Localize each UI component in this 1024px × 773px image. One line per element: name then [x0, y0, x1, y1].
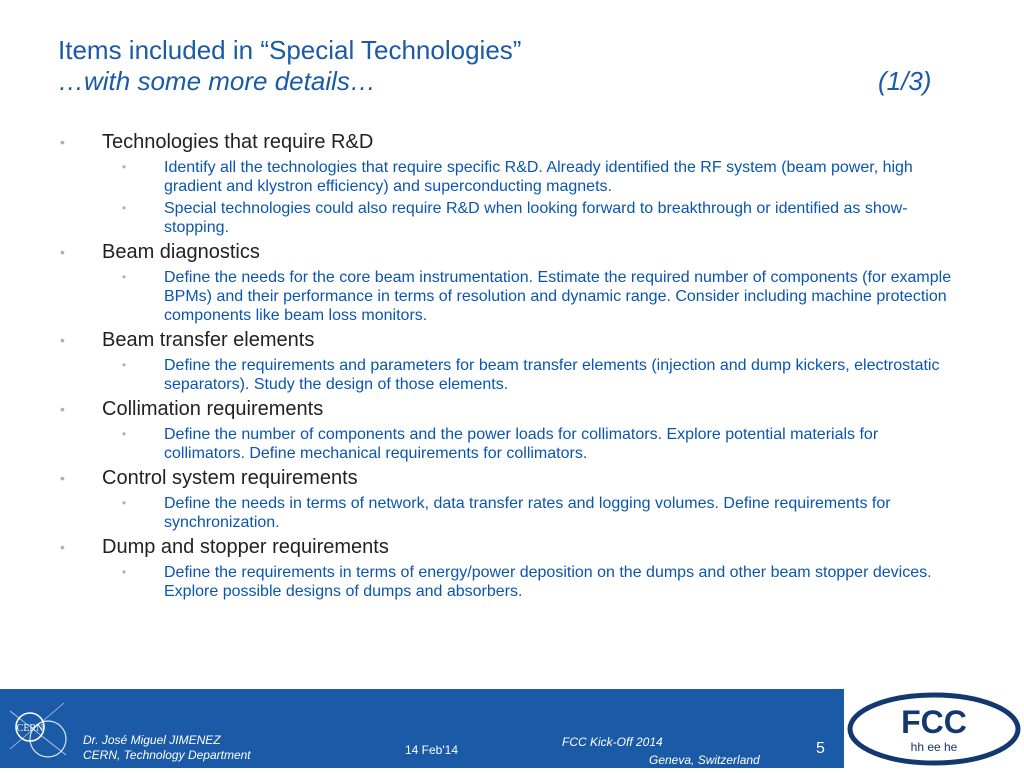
section-heading: [60, 466, 970, 491]
footer-date: 14 Feb'14: [405, 743, 458, 757]
footer-bar: [0, 689, 844, 768]
section-heading: [60, 130, 970, 155]
section-heading: [60, 535, 970, 560]
section-heading: [60, 328, 970, 353]
section-item: [60, 199, 970, 237]
bullet-icon: •: [60, 539, 65, 555]
footer-department: CERN, Technology Department: [83, 748, 251, 762]
section-item-text: Define the requirements in terms of energy/power deposition on the dumps and other beam stopper devices. Explore possible designs of dumps and absorbers.: [164, 564, 932, 600]
footer-location: Geneva, Switzerland: [649, 753, 760, 767]
bullet-icon: •: [60, 244, 65, 260]
section-heading: [60, 240, 970, 265]
sub-bullet-icon: •: [122, 427, 127, 441]
section-heading-text: Collimation requirements: [102, 398, 324, 420]
title-line-2: [58, 66, 958, 96]
title-line-1: Items included in “Special Technologies”: [58, 35, 522, 65]
section-heading: [60, 397, 970, 422]
section-item: [60, 494, 970, 532]
bullet-icon: •: [60, 470, 65, 486]
footer-page-number: 5: [816, 740, 825, 757]
bullet-icon: •: [60, 134, 65, 150]
sub-bullet-icon: •: [122, 358, 127, 372]
section-item-text: Define the number of components and the power loads for collimators. Explore potential materials for collimators. Define mechanical requirements for collimators.: [164, 426, 879, 462]
bullet-list: [60, 130, 970, 601]
section-heading-text: Technologies that require R&D: [102, 131, 374, 153]
sub-bullet-icon: •: [122, 496, 127, 510]
sub-bullet-icon: •: [122, 565, 127, 579]
fcc-logo-icon: [844, 689, 1024, 768]
fcc-logo-area: [844, 689, 1024, 768]
cern-logo-text: CERN: [16, 723, 44, 734]
section-item-text: Define the needs in terms of network, data transfer rates and logging volumes. Define requirements for synchronization.: [164, 495, 891, 531]
footer-author: Dr. José Miguel JIMENEZ: [83, 733, 221, 747]
section-item-text: Identify all the technologies that require specific R&D. Already identified the RF system (beam power, high gradient and klystron efficiency) and superconducting magnets.: [164, 159, 913, 195]
bullet-icon: •: [60, 401, 65, 417]
fcc-logo-text: FCC: [901, 704, 967, 740]
fcc-logo-subtext: hh ee he: [910, 740, 958, 754]
section-heading-text: Beam diagnostics: [102, 241, 260, 263]
section-item-text: Define the needs for the core beam instrumentation. Estimate the required number of components (for example BPMs) and their performance in terms of resolution and dynamic range. Consider including machine protection components like beam loss monitors.: [164, 269, 952, 324]
section-item: [60, 356, 970, 394]
cern-logo-icon: [8, 701, 68, 761]
section-heading-text: Control system requirements: [102, 467, 358, 489]
title-subtitle: …with some more details…: [58, 66, 376, 96]
footer-event: FCC Kick-Off 2014: [562, 735, 663, 749]
section-item: [60, 268, 970, 325]
section-item: [60, 158, 970, 196]
section-item: [60, 563, 970, 601]
section-item-text: Special technologies could also require R&D when looking forward to breakthrough or identified as show-stopping.: [164, 200, 908, 236]
page-indicator: (1/3): [878, 66, 932, 96]
section-heading-text: Dump and stopper requirements: [102, 536, 389, 558]
sub-bullet-icon: •: [122, 160, 127, 174]
sub-bullet-icon: •: [122, 201, 127, 215]
section-heading-text: Beam transfer elements: [102, 329, 315, 351]
section-item-text: Define the requirements and parameters for beam transfer elements (injection and dump kickers, electrostatic separators). Study the design of those elements.: [164, 357, 940, 393]
section-item: [60, 425, 970, 463]
sub-bullet-icon: •: [122, 270, 127, 284]
bullet-icon: •: [60, 332, 65, 348]
slide-title: [58, 34, 958, 96]
